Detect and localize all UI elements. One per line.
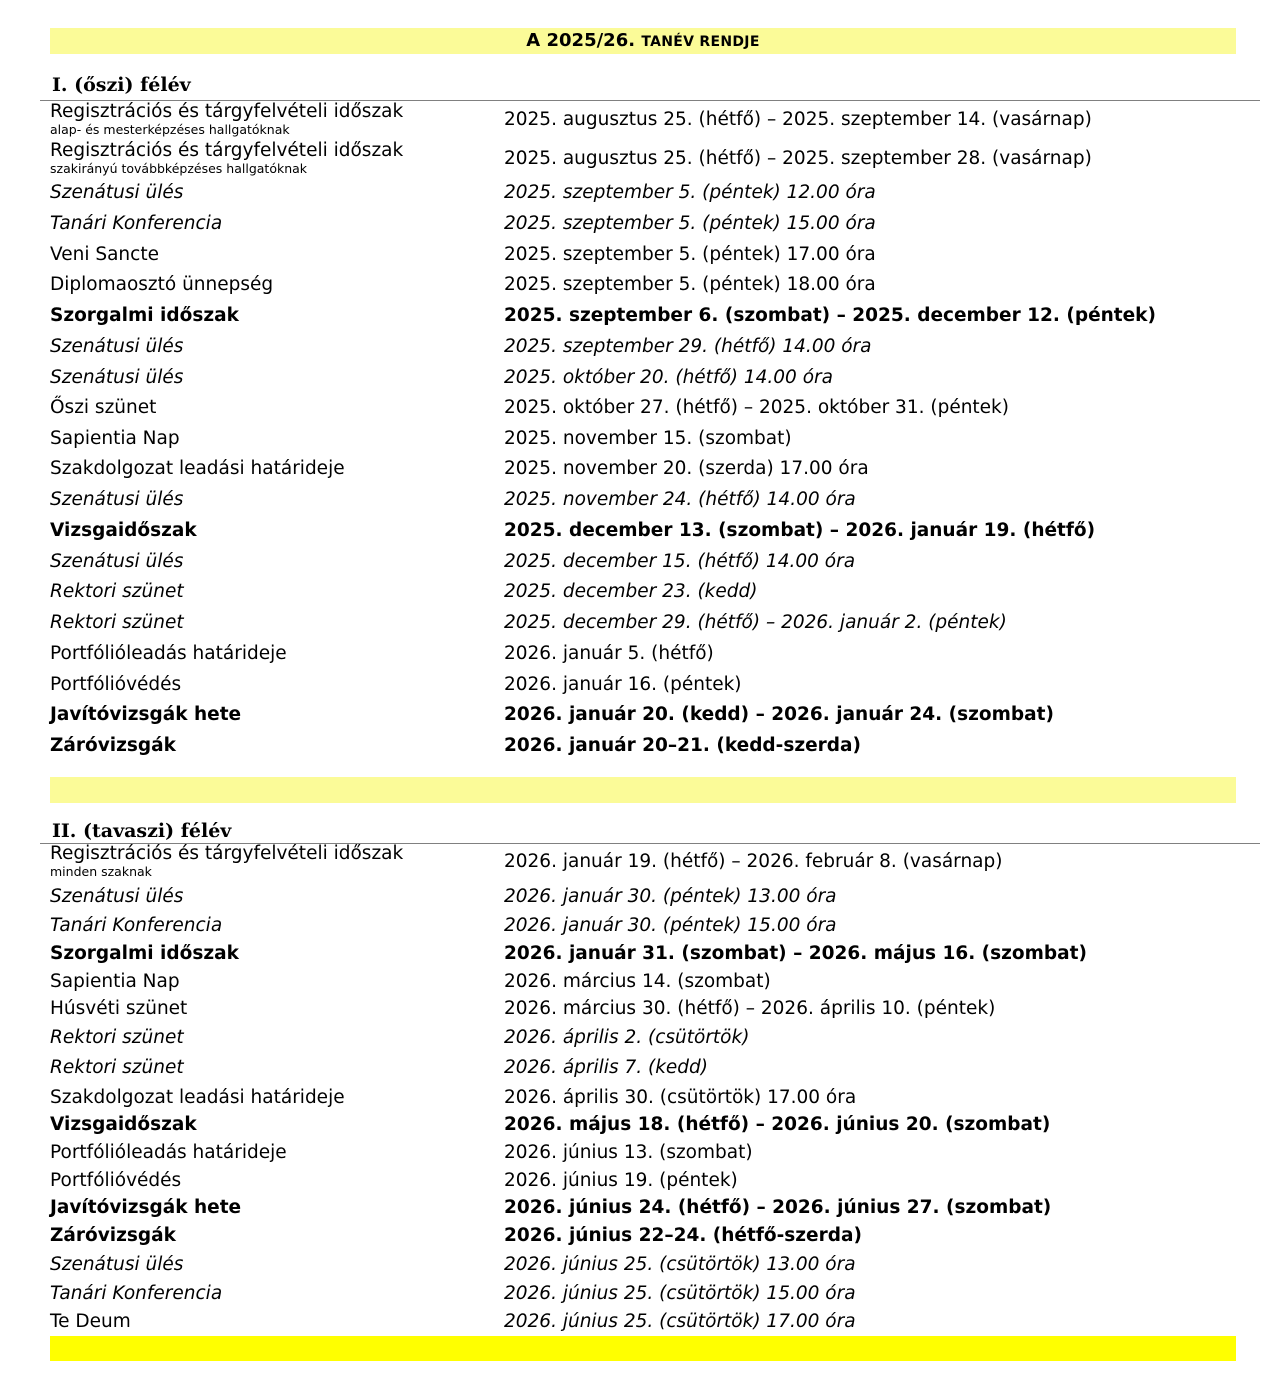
row-label-text: Javítóvizsgák hete (50, 704, 242, 725)
row-date: 2026. március 14. (szombat) (504, 971, 771, 992)
row-date: 2026. január 30. (péntek) 13.00 óra (504, 886, 837, 907)
row-label-text: Szenátusi ülés (50, 1254, 184, 1275)
row-date: 2026. január 31. (szombat) – 2026. május 16. (szombat) (504, 943, 1087, 964)
row-label-text: Tanári Konferencia (50, 213, 223, 234)
row-date: 2026. április 2. (csütörtök) (504, 1027, 750, 1048)
row-label-text: Szenátusi ülés (50, 551, 184, 572)
row-label (50, 674, 181, 695)
row-label-text: Őszi szünet (50, 397, 157, 418)
row-label (50, 1142, 287, 1163)
row-label-text: Záróvizsgák (50, 1225, 176, 1246)
row-date: 2026. május 18. (hétfő) – 2026. június 20. (szombat) (504, 1114, 1051, 1135)
row-label-text: Regisztrációs és tárgyfelvételi időszak (50, 843, 404, 864)
title-small-caps: TANÉV RENDJE (641, 34, 760, 50)
row-date: 2025. szeptember 6. (szombat) – 2025. december 12. (péntek) (504, 305, 1156, 326)
row-date: 2025. szeptember 5. (péntek) 17.00 óra (504, 244, 876, 265)
row-date: 2026. január 20–21. (kedd-szerda) (504, 735, 861, 756)
row-label (50, 1283, 222, 1304)
semester2-heading: II. (tavaszi) félév (52, 820, 232, 842)
row-label-text: Rektori szünet (50, 612, 184, 633)
row-label-text: Szakdolgozat leadási határideje (50, 458, 345, 479)
row-label-text: Rektori szünet (50, 1027, 184, 1048)
row-date: 2025. szeptember 5. (péntek) 15.00 óra (504, 213, 876, 234)
row-label-text: Rektori szünet (50, 581, 184, 602)
row-label (50, 1087, 345, 1108)
row-date: 2025. november 20. (szerda) 17.00 óra (504, 458, 869, 479)
row-date: 2025. szeptember 29. (hétfő) 14.00 óra (504, 336, 872, 357)
row-label-text: Szenátusi ülés (50, 489, 184, 510)
row-label (50, 1225, 176, 1246)
row-label (50, 998, 187, 1019)
row-label (50, 915, 222, 936)
row-label-text: Szakdolgozat leadási határideje (50, 1087, 345, 1108)
row-label (50, 367, 183, 388)
row-date: 2025. október 20. (hétfő) 14.00 óra (504, 367, 833, 388)
row-label-text: Szenátusi ülés (50, 367, 184, 388)
row-label (50, 1057, 184, 1078)
row-label (50, 1027, 184, 1048)
row-label-text: Portfólióleadás határideje (50, 1142, 287, 1163)
semester2-end-band (50, 1336, 1236, 1361)
row-sublabel: minden szaknak (50, 864, 152, 879)
row-label-text: Tanári Konferencia (50, 915, 223, 936)
row-label-text: Szorgalmi időszak (50, 943, 239, 964)
row-label (50, 140, 403, 176)
row-date: 2025. szeptember 5. (péntek) 12.00 óra (504, 182, 876, 203)
row-label (50, 336, 183, 357)
row-label (50, 428, 180, 449)
row-date: 2026. június 25. (csütörtök) 17.00 óra (504, 1311, 856, 1332)
row-label-text: Szorgalmi időszak (50, 305, 239, 326)
row-label-text: Veni Sancte (50, 244, 159, 265)
row-label-text: Húsvéti szünet (50, 998, 188, 1019)
row-label-text: Te Deum (50, 1311, 131, 1332)
row-label-text: Portfólióleadás határideje (50, 643, 287, 664)
row-label (50, 704, 241, 725)
row-date: 2026. június 24. (hétfő) – 2026. június 27. (szombat) (504, 1197, 1052, 1218)
row-label (50, 182, 183, 203)
row-date: 2025. november 15. (szombat) (504, 428, 792, 449)
row-date: 2026. január 20. (kedd) – 2026. január 24. (szombat) (504, 704, 1054, 725)
row-date: 2026. június 25. (csütörtök) 13.00 óra (504, 1254, 856, 1275)
row-label (50, 213, 222, 234)
row-label-text: Sapientia Nap (50, 428, 180, 449)
row-date: 2026. június 25. (csütörtök) 15.00 óra (504, 1283, 856, 1304)
row-label (50, 1170, 181, 1191)
row-date: 2026. június 19. (péntek) (504, 1170, 738, 1191)
row-date: 2026. április 7. (kedd) (504, 1057, 709, 1078)
row-label-text: Portfólióvédés (50, 674, 182, 695)
row-label-text: Diplomaosztó ünnepség (50, 274, 274, 295)
row-label (50, 489, 183, 510)
row-label-text: Vizsgaidőszak (50, 520, 197, 541)
row-date: 2025. augusztus 25. (hétfő) – 2025. szeptember 14. (vasárnap) (504, 109, 1092, 130)
row-label-text: Tanári Konferencia (50, 1283, 223, 1304)
row-date: 2026. április 30. (csütörtök) 17.00 óra (504, 1087, 857, 1108)
row-label (50, 520, 197, 541)
semester1-end-band (50, 777, 1236, 803)
row-date: 2025. november 24. (hétfő) 14.00 óra (504, 489, 856, 510)
row-label-text: Vizsgaidőszak (50, 1114, 197, 1135)
row-label (50, 843, 403, 879)
row-label-text: Szenátusi ülés (50, 886, 184, 907)
row-label-text: Szenátusi ülés (50, 182, 184, 203)
row-sublabel: alap- és mesterképzéses hallgatóknak (50, 122, 290, 137)
row-label-text: Regisztrációs és tárgyfelvételi időszak (50, 140, 404, 161)
row-label (50, 274, 273, 295)
row-date: 2026. január 19. (hétfő) – 2026. február 8. (vasárnap) (504, 851, 1003, 872)
row-label (50, 1311, 131, 1332)
row-label (50, 612, 184, 633)
row-date: 2026. január 16. (péntek) (504, 674, 742, 695)
row-date: 2025. december 15. (hétfő) 14.00 óra (504, 551, 856, 572)
row-label-text: Regisztrációs és tárgyfelvételi időszak (50, 101, 404, 122)
row-sublabel: szakirányú továbbképzéses hallgatóknak (50, 161, 308, 176)
row-label-text: Rektori szünet (50, 1057, 184, 1078)
row-label (50, 397, 156, 418)
row-date: 2026. március 30. (hétfő) – 2026. április 10. (péntek) (504, 998, 996, 1019)
row-date: 2025. augusztus 25. (hétfő) – 2025. szeptember 28. (vasárnap) (504, 148, 1092, 169)
row-label (50, 244, 159, 265)
row-date: 2025. december 13. (szombat) – 2026. január 19. (hétfő) (504, 520, 1096, 541)
row-label-text: Záróvizsgák (50, 735, 176, 756)
row-date: 2025. december 29. (hétfő) – 2026. január 2. (péntek) (504, 612, 1007, 633)
row-date: 2025. szeptember 5. (péntek) 18.00 óra (504, 274, 876, 295)
row-label (50, 735, 176, 756)
row-date: 2026. január 30. (péntek) 15.00 óra (504, 915, 837, 936)
row-label-text: Portfólióvédés (50, 1170, 182, 1191)
row-label-text: Szenátusi ülés (50, 336, 184, 357)
row-label (50, 458, 345, 479)
row-date: 2026. június 22–24. (hétfő-szerda) (504, 1225, 862, 1246)
row-label (50, 1254, 183, 1275)
row-label (50, 581, 184, 602)
semester1-heading: I. (őszi) félév (52, 74, 191, 96)
row-label (50, 643, 287, 664)
row-label (50, 1114, 197, 1135)
row-date: 2025. október 27. (hétfő) – 2025. október 31. (péntek) (504, 397, 1009, 418)
row-label (50, 886, 183, 907)
row-label-text: Javítóvizsgák hete (50, 1197, 242, 1218)
row-label (50, 943, 239, 964)
row-label (50, 101, 403, 137)
row-label (50, 305, 239, 326)
row-date: 2025. december 23. (kedd) (504, 581, 758, 602)
row-label (50, 1197, 241, 1218)
row-date: 2026. január 5. (hétfő) (504, 643, 714, 664)
page-title (50, 28, 1236, 54)
row-label-text: Sapientia Nap (50, 971, 180, 992)
row-label (50, 551, 183, 572)
row-date: 2026. június 13. (szombat) (504, 1142, 753, 1163)
row-label (50, 971, 180, 992)
title-main: A 2025/26. (526, 30, 636, 51)
